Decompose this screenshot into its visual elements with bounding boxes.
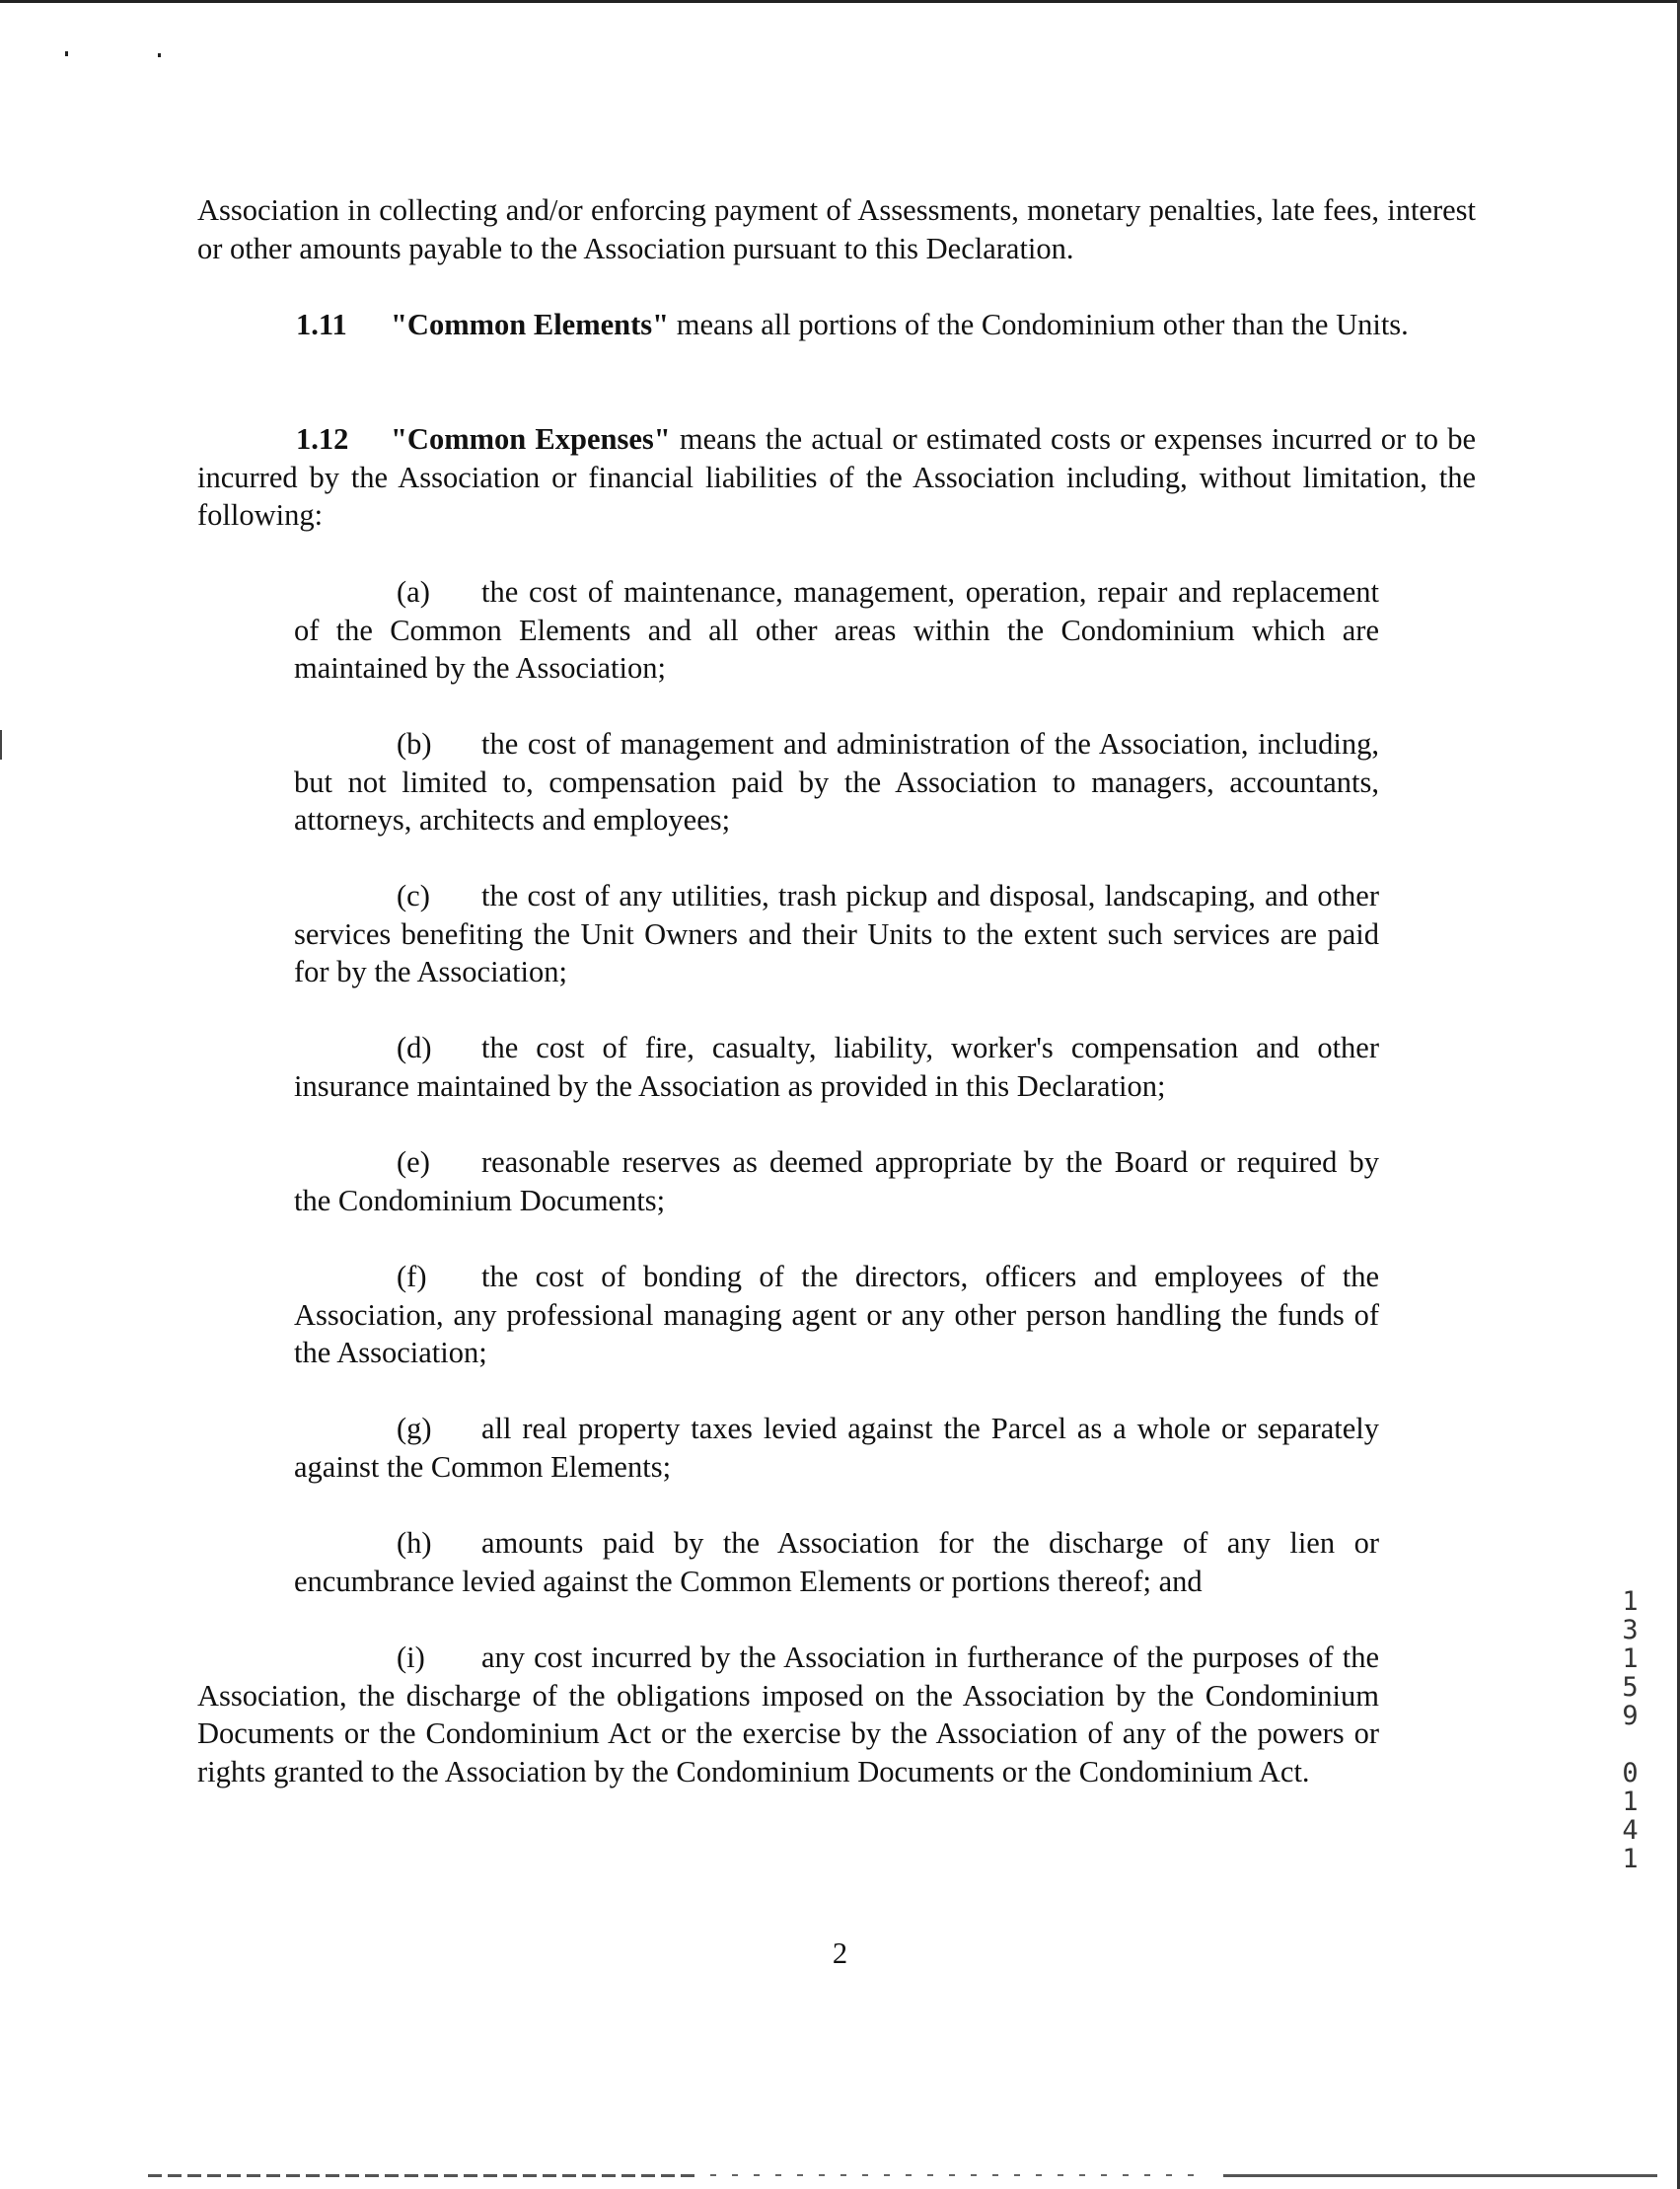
list-item-label: (b)	[397, 727, 432, 761]
section-1-12	[197, 420, 1476, 535]
page-number: 2	[832, 1936, 848, 1970]
scan-speck	[158, 53, 161, 57]
list-item-text: the cost of management and administration of the Association, including, but not limited to, compensation paid by the Association to managers, accountants, attorneys, architects and employees;	[294, 727, 1379, 838]
list-item-i	[197, 1639, 1379, 1790]
section-number: 1.11	[296, 308, 347, 341]
list-item-text: any cost incurred by the Association in furtherance of the purposes of the Association, the discharge of the obligations imposed on the Association by the Condominium Documents or the Condominium Act or the exercise by the Association of any of the powers or rights granted to the Association by the Condominium Documents or the Condominium Act.	[197, 1641, 1379, 1788]
scan-border-bottom-right	[1223, 2174, 1657, 2177]
defined-term: "Common Expenses"	[391, 422, 671, 456]
section-number: 1.12	[296, 422, 349, 456]
list-item-text: reasonable reserves as deemed appropriate by the Board or required by the Condominium Documents;	[294, 1145, 1379, 1217]
list-item-c	[294, 877, 1379, 991]
list-item-label: (a)	[397, 575, 430, 609]
list-item-e	[294, 1143, 1379, 1219]
list-item-text: the cost of fire, casualty, liability, worker's compensation and other insurance maintained by the Association as provided in this Declaration;	[294, 1031, 1379, 1103]
list-item-label: (i)	[397, 1641, 425, 1674]
list-item-b	[294, 725, 1379, 839]
list-item-label: (g)	[397, 1412, 432, 1445]
scan-border-bottom	[148, 2174, 700, 2177]
paragraph-continuation-text: Association in collecting and/or enforcing payment of Assessments, monetary penalties, late fees, interest or other amounts payable to the Association pursuant to this Declaration.	[197, 193, 1476, 265]
section-text: means the actual or estimated costs or expenses incurred or to be incurred by the Association or financial liabilities of the Association including, without limitation, the following:	[197, 422, 1477, 533]
recording-stamp: 13159 0141	[1615, 1586, 1645, 1872]
scan-mark-left	[0, 730, 2, 760]
list-item-text: amounts paid by the Association for the discharge of any lien or encumbrance levied against the Common Elements or portions thereof; and	[294, 1526, 1379, 1598]
list-item-label: (f)	[397, 1260, 427, 1293]
list-item-g	[294, 1410, 1379, 1486]
list-item-label: (e)	[397, 1145, 430, 1179]
list-item-text: the cost of bonding of the directors, officers and employees of the Association, any professional managing agent or any other person handling the funds of the Association;	[294, 1260, 1379, 1370]
list-item-text: the cost of maintenance, management, operation, repair and replacement of the Common Elements and all other areas within the Condominium which are maintained by the Association;	[294, 575, 1379, 686]
scan-border-top	[0, 0, 1680, 3]
list-item-d	[294, 1029, 1379, 1105]
section-1-11	[197, 306, 1476, 344]
list-item-text: the cost of any utilities, trash pickup and disposal, landscaping, and other services benefiting the Unit Owners and their Units to the extent such services are paid for by the Association;	[294, 879, 1379, 989]
list-item-h	[294, 1524, 1379, 1600]
defined-term: "Common Elements"	[391, 308, 670, 341]
list-item-text: all real property taxes levied against the Parcel as a whole or separately against the Common Elements;	[294, 1412, 1379, 1484]
scan-speck	[65, 51, 68, 56]
list-item-label: (h)	[397, 1526, 432, 1560]
paragraph-continuation	[197, 191, 1476, 267]
list-item-label: (d)	[397, 1031, 432, 1064]
list-item-a	[294, 573, 1379, 688]
list-item-f	[294, 1258, 1379, 1372]
list-item-label: (c)	[397, 879, 430, 912]
scan-border-bottom-dotted	[710, 2174, 1204, 2176]
section-text: means all portions of the Condominium other than the Units.	[669, 308, 1409, 341]
